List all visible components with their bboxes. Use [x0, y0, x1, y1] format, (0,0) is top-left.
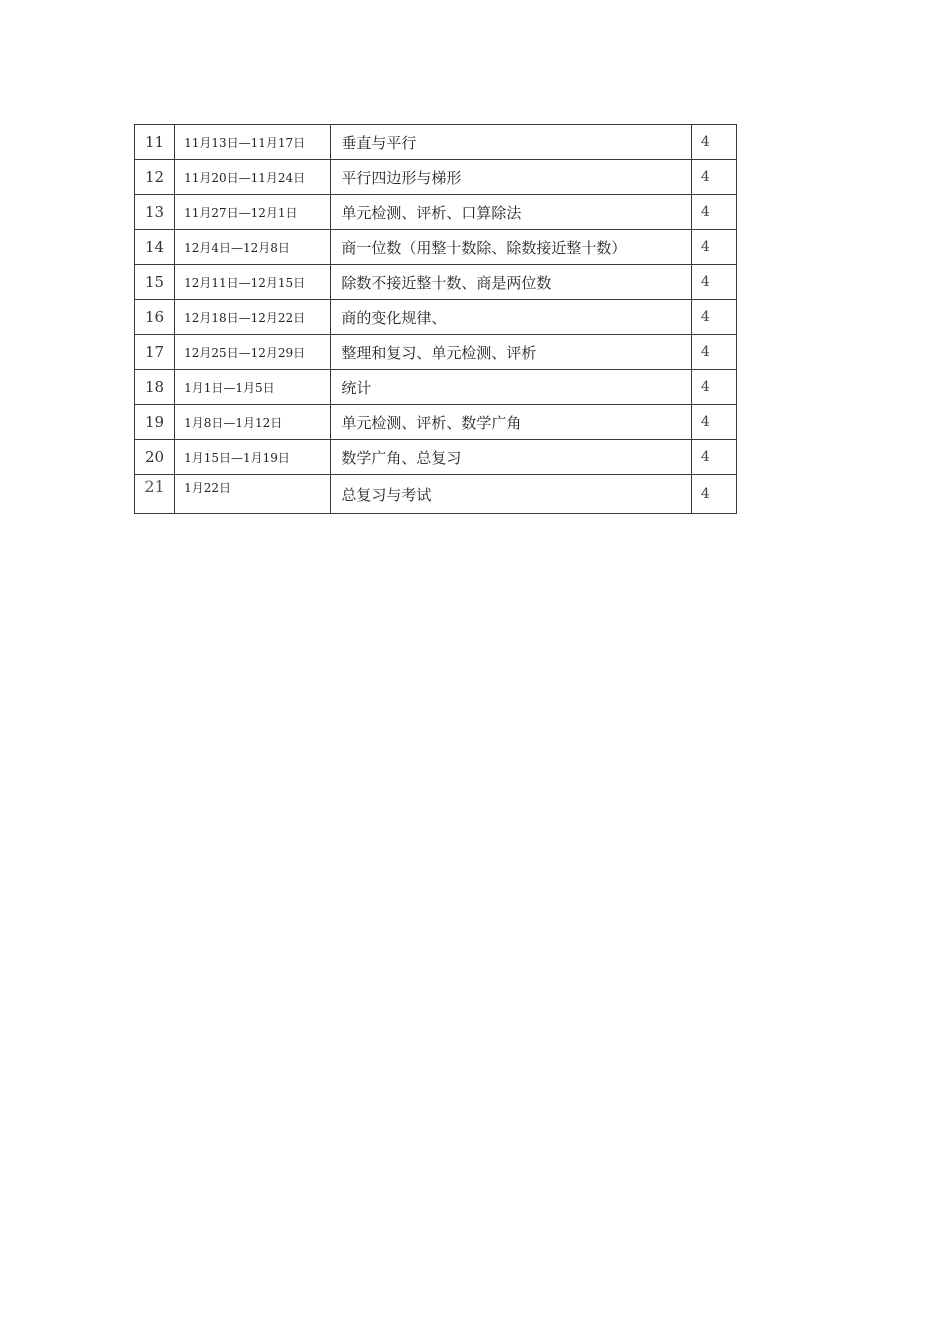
date-range-cell: 11月27日—12月1日: [175, 195, 331, 230]
lesson-hours-cell: 4: [691, 300, 736, 335]
table-row: [135, 475, 737, 514]
lesson-content-cell: 总复习与考试: [331, 475, 692, 514]
week-number-cell: 17: [135, 335, 175, 370]
table-row: [135, 195, 737, 230]
week-number-cell: 16: [135, 300, 175, 335]
lesson-content-cell: 数学广角、总复习: [331, 440, 692, 475]
week-number-cell: 19: [135, 405, 175, 440]
lesson-content-cell: 除数不接近整十数、商是两位数: [331, 265, 692, 300]
lesson-hours-cell: 4: [691, 440, 736, 475]
teaching-schedule-table: [134, 124, 737, 514]
lesson-hours-cell: 4: [691, 230, 736, 265]
schedule-body: [135, 125, 737, 514]
table-row: [135, 405, 737, 440]
week-number-cell: 14: [135, 230, 175, 265]
date-range-cell: 1月15日—1月19日: [175, 440, 331, 475]
week-number-cell: 21: [135, 475, 175, 514]
week-number-cell: 18: [135, 370, 175, 405]
lesson-content-cell: 商的变化规律、: [331, 300, 692, 335]
date-range-cell: 1月1日—1月5日: [175, 370, 331, 405]
lesson-content-cell: 平行四边形与梯形: [331, 160, 692, 195]
table-row: [135, 335, 737, 370]
lesson-content-cell: 统计: [331, 370, 692, 405]
lesson-hours-cell: 4: [691, 405, 736, 440]
lesson-content-cell: 单元检测、评析、数学广角: [331, 405, 692, 440]
lesson-hours-cell: 4: [691, 335, 736, 370]
lesson-content-cell: 单元检测、评析、口算除法: [331, 195, 692, 230]
table-row: [135, 265, 737, 300]
lesson-hours-cell: 4: [691, 125, 736, 160]
lesson-hours-cell: 4: [691, 370, 736, 405]
week-number-cell: 20: [135, 440, 175, 475]
table-row: [135, 300, 737, 335]
lesson-hours-cell: 4: [691, 195, 736, 230]
date-range-cell: 12月4日—12月8日: [175, 230, 331, 265]
week-number-cell: 15: [135, 265, 175, 300]
week-number-cell: 11: [135, 125, 175, 160]
date-range-cell: 11月20日—11月24日: [175, 160, 331, 195]
lesson-content-cell: 垂直与平行: [331, 125, 692, 160]
lesson-hours-cell: 4: [691, 160, 736, 195]
week-number-cell: 12: [135, 160, 175, 195]
date-range-cell: 12月25日—12月29日: [175, 335, 331, 370]
lesson-content-cell: 整理和复习、单元检测、评析: [331, 335, 692, 370]
table-row: [135, 230, 737, 265]
table-row: [135, 160, 737, 195]
table-row: [135, 125, 737, 160]
lesson-content-cell: 商一位数（用整十数除、除数接近整十数）: [331, 230, 692, 265]
date-range-cell: 12月18日—12月22日: [175, 300, 331, 335]
date-range-cell: 1月22日: [175, 475, 331, 514]
table-row: [135, 370, 737, 405]
table-row: [135, 440, 737, 475]
lesson-hours-cell: 4: [691, 475, 736, 514]
date-range-cell: 11月13日—11月17日: [175, 125, 331, 160]
date-range-cell: 1月8日—1月12日: [175, 405, 331, 440]
week-number-cell: 13: [135, 195, 175, 230]
date-range-cell: 12月11日—12月15日: [175, 265, 331, 300]
lesson-hours-cell: 4: [691, 265, 736, 300]
